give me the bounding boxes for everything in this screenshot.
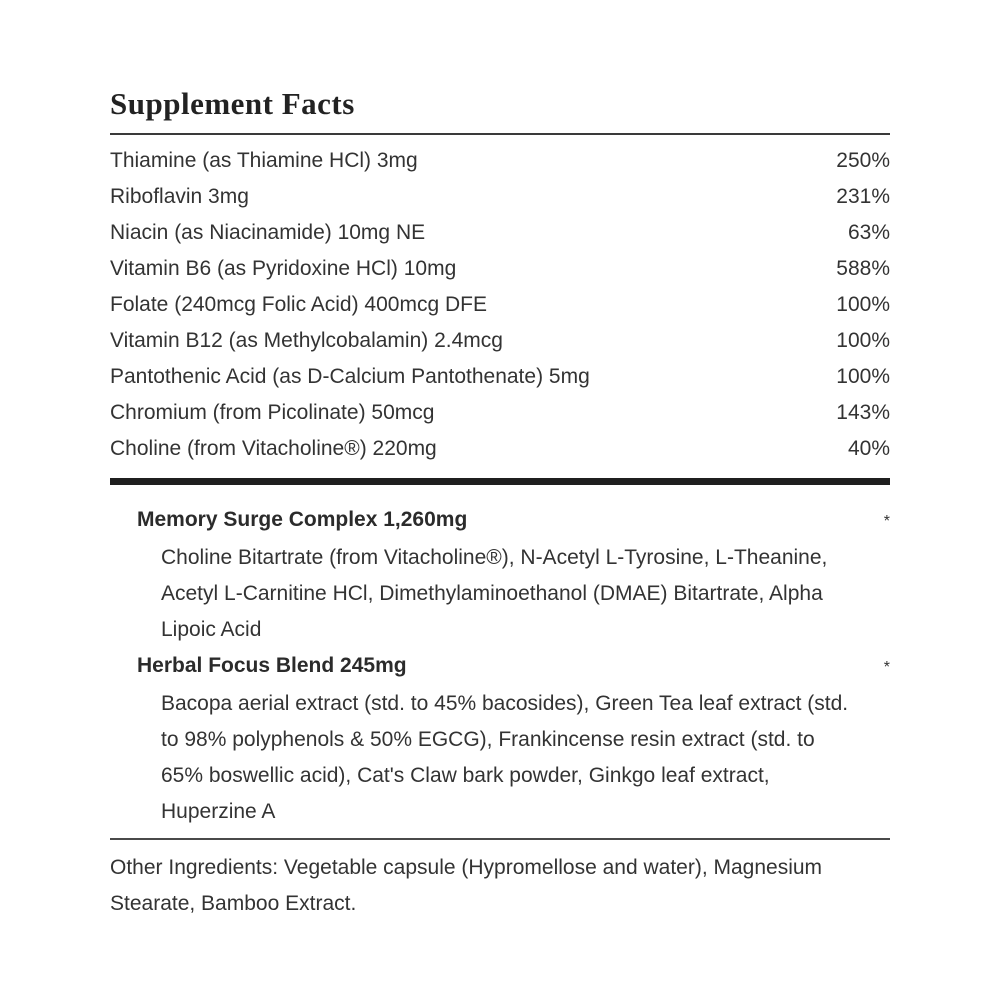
nutrient-row	[110, 323, 890, 359]
nutrient-name: Riboflavin 3mg	[110, 185, 249, 208]
blend-header	[110, 502, 890, 540]
footer-rule	[110, 838, 890, 840]
nutrient-row	[110, 143, 890, 179]
nutrient-daily-value: 100%	[836, 329, 890, 352]
label-title: Supplement Facts	[110, 86, 355, 121]
nutrient-row	[110, 251, 890, 287]
nutrient-name: Niacin (as Niacinamide) 10mg NE	[110, 221, 426, 244]
blend-ingredients: Choline Bitartrate (from Vitacholine®), N-Acetyl L-Tyrosine, L-Theanine, Acetyl L-Carnitine HCl, Dimethylaminoethanol (DMAE) Bitartrate, Alpha Lipoic Acid	[161, 546, 828, 641]
nutrient-daily-value: 63%	[847, 221, 890, 244]
blend-sections	[110, 502, 890, 830]
nutrient-name: Vitamin B12 (as Methylcobalamin) 2.4mcg	[110, 329, 503, 352]
blend-daily-value-asterisk: *	[883, 513, 890, 530]
nutrient-name: Pantothenic Acid (as D-Calcium Pantothenate) 5mg	[110, 365, 590, 388]
supplement-facts-label	[110, 85, 890, 922]
nutrient-daily-value: 250%	[836, 149, 890, 172]
title-rule	[110, 133, 890, 135]
blend-section-herbal-focus	[110, 648, 890, 830]
nutrient-daily-value: 143%	[836, 401, 890, 424]
nutrient-daily-value: 231%	[836, 185, 890, 208]
nutrient-name: Choline (from Vitacholine®) 220mg	[110, 437, 437, 460]
blend-daily-value-asterisk: *	[883, 659, 890, 676]
nutrient-daily-value: 100%	[836, 293, 890, 316]
nutrient-row	[110, 431, 890, 467]
nutrient-row	[110, 395, 890, 431]
nutrient-rows	[110, 143, 890, 467]
nutrient-row	[110, 287, 890, 323]
nutrient-row	[110, 179, 890, 215]
nutrient-daily-value: 100%	[836, 365, 890, 388]
nutrient-daily-value: 40%	[847, 437, 890, 460]
blend-ingredients: Bacopa aerial extract (std. to 45% bacosides), Green Tea leaf extract (std. to 98% polyphenols & 50% EGCG), Frankincense resin extract (std. to 65% boswellic acid), Cat's Claw bark powder, Ginkgo leaf extract, Huperzine A	[161, 692, 849, 823]
nutrient-name: Thiamine (as Thiamine HCl) 3mg	[110, 149, 418, 172]
blend-header	[110, 648, 890, 686]
blend-name: Herbal Focus Blend 245mg	[137, 654, 407, 677]
nutrient-row	[110, 215, 890, 251]
nutrient-daily-value: 588%	[836, 257, 890, 280]
nutrient-name: Vitamin B6 (as Pyridoxine HCl) 10mg	[110, 257, 457, 280]
section-divider-bar	[110, 478, 890, 485]
nutrient-name: Chromium (from Picolinate) 50mcg	[110, 401, 435, 424]
nutrient-name: Folate (240mcg Folic Acid) 400mcg DFE	[110, 293, 487, 316]
nutrient-row	[110, 359, 890, 395]
blend-section-memory-surge	[110, 502, 890, 648]
other-ingredients-text: Other Ingredients: Vegetable capsule (Hypromellose and water), Magnesium Stearate, Bamboo Extract.	[110, 856, 823, 915]
blend-name: Memory Surge Complex 1,260mg	[137, 508, 468, 531]
